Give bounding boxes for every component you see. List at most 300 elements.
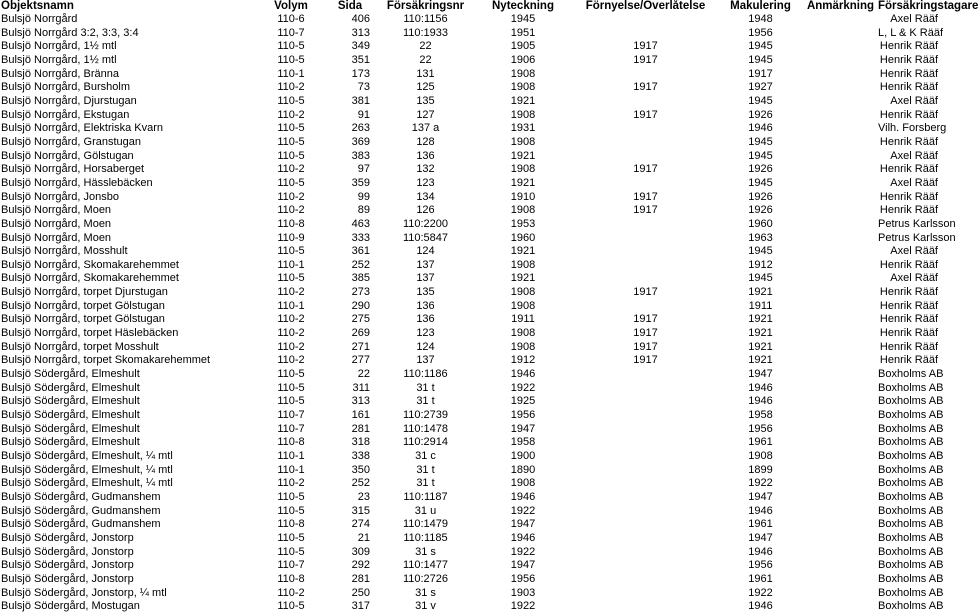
cell-objektsnamn: Bulsjö Norrgård, Gölstugan bbox=[1, 149, 134, 162]
cell-fornyelse-overlatelse bbox=[573, 272, 718, 286]
cell-anmarkning bbox=[803, 532, 878, 546]
table-row bbox=[0, 150, 960, 164]
cell-forsakringstagare: Boxholms AB bbox=[878, 490, 944, 503]
cell-forsakringsnr: 110:5847 bbox=[402, 231, 449, 244]
cell-fornyelse-overlatelse bbox=[573, 587, 718, 601]
cell-volym: 110-8 bbox=[277, 572, 305, 585]
cell-fornyelse-overlatelse bbox=[573, 546, 718, 560]
table-row bbox=[0, 259, 960, 273]
cell-makulering: 1926 bbox=[748, 190, 773, 203]
cell-forsakringsnr: 110:1156 bbox=[403, 13, 448, 25]
cell-fornyelse-overlatelse bbox=[573, 27, 718, 41]
cell-anmarkning bbox=[803, 204, 878, 218]
table-row bbox=[0, 109, 960, 123]
cell-forsakringstagare: Axel Rääf bbox=[890, 13, 938, 25]
cell-objektsnamn: Bulsjö Södergård, Elmeshult bbox=[1, 436, 140, 449]
cell-forsakringsnr: 31 u bbox=[414, 504, 437, 517]
cell-volym: 110-9 bbox=[277, 231, 305, 244]
cell-forsakringstagare: Boxholms AB bbox=[878, 504, 944, 517]
cell-forsakringstagare: Henrik Rääf bbox=[879, 204, 938, 217]
cell-nyteckning: 1911 bbox=[511, 313, 535, 326]
table-row bbox=[0, 245, 960, 259]
cell-forsakringsnr: 31 t bbox=[416, 395, 435, 408]
cell-sida: 313 bbox=[351, 26, 370, 39]
cell-volym: 110-5 bbox=[277, 94, 305, 107]
cell-anmarkning bbox=[803, 341, 878, 355]
cell-forsakringsnr: 31 t bbox=[416, 381, 435, 394]
cell-anmarkning bbox=[803, 327, 878, 341]
cell-anmarkning bbox=[803, 286, 878, 300]
cell-forsakringsnr: 110:2739 bbox=[402, 409, 449, 422]
cell-anmarkning bbox=[803, 27, 878, 41]
cell-objektsnamn: Bulsjö Norrgård, Skomakarehemmet bbox=[1, 272, 179, 285]
cell-fornyelse-overlatelse bbox=[573, 464, 718, 478]
cell-anmarkning bbox=[803, 13, 878, 27]
cell-anmarkning bbox=[803, 232, 878, 246]
cell-anmarkning bbox=[803, 409, 878, 423]
cell-nyteckning: 1922 bbox=[510, 504, 536, 517]
cell-nyteckning: 1922 bbox=[510, 545, 536, 558]
cell-fornyelse-overlatelse: 1917 bbox=[633, 163, 658, 176]
cell-nyteckning: 1908 bbox=[510, 108, 536, 121]
cell-objektsnamn: Bulsjö Norrgård, torpet Gölstugan bbox=[1, 299, 165, 312]
cell-anmarkning bbox=[803, 218, 878, 232]
cell-nyteckning: 1908 bbox=[510, 163, 536, 176]
cell-objektsnamn: Bulsjö Södergård, Elmeshult, ¼ mtl bbox=[1, 477, 173, 490]
cell-forsakringstagare: Henrik Rääf bbox=[879, 67, 938, 80]
table-row bbox=[0, 122, 960, 136]
cell-volym: 110-5 bbox=[277, 600, 305, 613]
cell-sida: 281 bbox=[351, 422, 370, 435]
cell-nyteckning: 1912 bbox=[510, 354, 536, 367]
cell-fornyelse-overlatelse bbox=[573, 68, 718, 82]
cell-anmarkning bbox=[803, 559, 878, 573]
cell-objektsnamn: Bulsjö Norrgård, torpet Djurstugan bbox=[1, 286, 168, 299]
cell-forsakringstagare: Boxholms AB bbox=[878, 600, 944, 613]
cell-forsakringsnr: 110:1477 bbox=[402, 559, 449, 572]
cell-makulering: 1961 bbox=[748, 436, 773, 449]
table-row bbox=[0, 409, 960, 423]
cell-forsakringsnr: 110:2726 bbox=[402, 572, 449, 585]
cell-forsakringstagare: Henrik Rääf bbox=[879, 135, 938, 148]
cell-anmarkning bbox=[803, 395, 878, 409]
cell-fornyelse-overlatelse bbox=[573, 13, 718, 27]
cell-forsakringsnr: 131 bbox=[416, 67, 435, 80]
cell-forsakringstagare: Boxholms AB bbox=[878, 422, 944, 435]
cell-objektsnamn: Bulsjö Södergård, Elmeshult bbox=[1, 409, 140, 422]
cell-fornyelse-overlatelse bbox=[573, 259, 718, 273]
header-row bbox=[0, 0, 960, 13]
table-row bbox=[0, 327, 960, 341]
cell-objektsnamn: Bulsjö Södergård, Jonstorp bbox=[1, 531, 134, 544]
cell-nyteckning: 1921 bbox=[510, 245, 536, 258]
cell-sida: 318 bbox=[351, 436, 370, 449]
cell-forsakringsnr: 136 bbox=[416, 313, 435, 326]
cell-forsakringsnr: 110:1187 bbox=[403, 490, 448, 503]
cell-anmarkning bbox=[803, 245, 878, 259]
cell-objektsnamn: Bulsjö Norrgård, Granstugan bbox=[1, 135, 142, 148]
cell-sida: 290 bbox=[351, 299, 370, 312]
cell-forsakringsnr: 137 bbox=[416, 272, 435, 285]
cell-sida: 359 bbox=[351, 176, 370, 189]
cell-fornyelse-overlatelse: 1917 bbox=[633, 53, 658, 66]
cell-makulering: 1926 bbox=[748, 204, 773, 217]
cell-fornyelse-overlatelse bbox=[573, 505, 718, 519]
table-row bbox=[0, 532, 960, 546]
cell-fornyelse-overlatelse bbox=[573, 518, 718, 532]
cell-sida: 350 bbox=[351, 463, 370, 476]
cell-volym: 110-1 bbox=[277, 299, 305, 312]
cell-forsakringstagare: Boxholms AB bbox=[878, 531, 944, 544]
cell-fornyelse-overlatelse bbox=[573, 573, 718, 587]
cell-sida: 97 bbox=[357, 163, 370, 176]
cell-volym: 110-5 bbox=[277, 504, 305, 517]
cell-makulering: 1946 bbox=[748, 381, 773, 394]
cell-fornyelse-overlatelse bbox=[573, 150, 718, 164]
table-row bbox=[0, 13, 960, 27]
cell-nyteckning: 1946 bbox=[510, 531, 536, 544]
cell-fornyelse-overlatelse bbox=[573, 382, 718, 396]
cell-nyteckning: 1958 bbox=[510, 436, 536, 449]
cell-objektsnamn: Bulsjö Norrgård, torpet Gölstugan bbox=[1, 313, 165, 326]
cell-objektsnamn: Bulsjö Södergård, Elmeshult, ¼ mtl bbox=[1, 450, 173, 462]
cell-sida: 381 bbox=[351, 94, 370, 107]
cell-forsakringsnr: 135 bbox=[416, 286, 435, 299]
cell-nyteckning: 1903 bbox=[510, 586, 536, 599]
column-header-objektsnamn: Objektsnamn bbox=[1, 0, 74, 12]
cell-nyteckning: 1908 bbox=[510, 299, 536, 312]
cell-forsakringsnr: 135 bbox=[416, 94, 435, 107]
cell-volym: 110-1 bbox=[277, 450, 305, 462]
cell-nyteckning: 1908 bbox=[510, 135, 536, 148]
cell-volym: 110-2 bbox=[277, 190, 305, 203]
cell-forsakringstagare: Axel Rääf bbox=[890, 149, 938, 162]
cell-forsakringstagare: Henrik Rääf bbox=[879, 354, 938, 367]
cell-anmarkning bbox=[803, 491, 878, 505]
cell-forsakringsnr: 110:1185 bbox=[403, 531, 448, 544]
cell-volym: 110-5 bbox=[277, 40, 305, 53]
cell-objektsnamn: Bulsjö Södergård, Elmeshult bbox=[1, 395, 140, 408]
cell-sida: 161 bbox=[351, 409, 370, 422]
cell-sida: 73 bbox=[357, 81, 370, 94]
cell-anmarkning bbox=[803, 95, 878, 109]
cell-makulering: 1947 bbox=[748, 531, 773, 544]
table-row bbox=[0, 518, 960, 532]
column-header-forsakringsnr: Försäkringsnr bbox=[386, 0, 465, 12]
cell-makulering: 1945 bbox=[748, 40, 773, 53]
cell-volym: 110-7 bbox=[277, 422, 305, 435]
cell-volym: 110-5 bbox=[277, 531, 305, 544]
cell-volym: 110-5 bbox=[277, 135, 305, 148]
cell-volym: 110-2 bbox=[277, 108, 305, 121]
cell-volym: 110-2 bbox=[277, 313, 305, 326]
cell-forsakringstagare: Henrik Rääf bbox=[879, 108, 938, 121]
table-header bbox=[0, 0, 978, 13]
cell-forsakringstagare: Henrik Rääf bbox=[879, 327, 938, 340]
cell-anmarkning bbox=[803, 450, 878, 464]
cell-forsakringstagare: Henrik Rääf bbox=[879, 340, 938, 353]
cell-volym: 110-1 bbox=[277, 463, 305, 476]
table-row bbox=[0, 450, 960, 464]
cell-nyteckning: 1908 bbox=[510, 81, 536, 94]
cell-objektsnamn: Bulsjö Södergård, Elmeshult, ¼ mtl bbox=[1, 463, 173, 476]
cell-forsakringsnr: 110:1479 bbox=[402, 518, 449, 531]
cell-nyteckning: 1908 bbox=[510, 477, 536, 490]
table-row bbox=[0, 81, 960, 95]
table-body bbox=[0, 13, 960, 614]
cell-objektsnamn: Bulsjö Norrgård, 1½ mtl bbox=[1, 53, 117, 66]
cell-makulering: 1963 bbox=[748, 231, 773, 244]
cell-makulering: 1947 bbox=[748, 490, 773, 503]
cell-nyteckning: 1931 bbox=[510, 122, 536, 135]
cell-anmarkning bbox=[803, 382, 878, 396]
cell-makulering: 1956 bbox=[748, 559, 773, 572]
cell-sida: 252 bbox=[351, 258, 370, 271]
table-row bbox=[0, 354, 960, 368]
cell-nyteckning: 1921 bbox=[510, 176, 536, 189]
cell-makulering: 1921 bbox=[748, 286, 773, 299]
cell-forsakringstagare: Axel Rääf bbox=[890, 94, 938, 107]
cell-anmarkning bbox=[803, 272, 878, 286]
cell-nyteckning: 1905 bbox=[510, 40, 536, 53]
cell-forsakringstagare: Boxholms AB bbox=[878, 368, 944, 381]
cell-anmarkning bbox=[803, 587, 878, 601]
cell-forsakringstagare: Boxholms AB bbox=[878, 395, 944, 408]
cell-makulering: 1961 bbox=[748, 518, 773, 531]
cell-volym: 110-5 bbox=[277, 53, 305, 66]
cell-anmarkning bbox=[803, 354, 878, 368]
cell-forsakringsnr: 31 t bbox=[416, 463, 435, 476]
cell-forsakringstagare: Henrik Rääf bbox=[879, 286, 938, 299]
cell-forsakringstagare: Boxholms AB bbox=[878, 586, 944, 599]
cell-forsakringsnr: 22 bbox=[419, 53, 432, 66]
cell-forsakringstagare: Axel Rääf bbox=[890, 176, 938, 189]
table-row bbox=[0, 559, 960, 573]
table-row bbox=[0, 573, 960, 587]
cell-forsakringstagare: Boxholms AB bbox=[878, 436, 944, 449]
cell-forsakringsnr: 136 bbox=[416, 149, 435, 162]
cell-anmarkning bbox=[803, 150, 878, 164]
column-header-sida: Sida bbox=[337, 0, 363, 12]
cell-fornyelse-overlatelse bbox=[573, 218, 718, 232]
cell-forsakringstagare: L, L & K Rääf bbox=[878, 26, 944, 39]
cell-sida: 383 bbox=[351, 149, 370, 162]
cell-objektsnamn: Bulsjö Norrgård, Jonsbo bbox=[1, 190, 120, 203]
cell-anmarkning bbox=[803, 191, 878, 205]
cell-sida: 89 bbox=[357, 204, 370, 217]
cell-objektsnamn: Bulsjö Södergård, Elmeshult bbox=[1, 381, 140, 394]
cell-volym: 110-5 bbox=[277, 395, 305, 408]
cell-volym: 110-7 bbox=[277, 409, 305, 422]
cell-anmarkning bbox=[803, 518, 878, 532]
cell-forsakringstagare: Henrik Rääf bbox=[879, 53, 938, 66]
cell-nyteckning: 1922 bbox=[510, 600, 536, 613]
cell-sida: 338 bbox=[351, 450, 370, 462]
cell-forsakringstagare: Henrik Rääf bbox=[879, 81, 938, 94]
cell-anmarkning bbox=[803, 423, 878, 437]
cell-makulering: 1945 bbox=[748, 135, 773, 148]
cell-makulering: 1926 bbox=[748, 108, 773, 121]
cell-makulering: 1945 bbox=[748, 272, 773, 285]
cell-forsakringsnr: 110:2200 bbox=[402, 217, 449, 230]
cell-fornyelse-overlatelse: 1917 bbox=[633, 40, 658, 53]
cell-sida: 263 bbox=[351, 122, 370, 135]
cell-sida: 23 bbox=[357, 490, 370, 503]
cell-volym: 110-5 bbox=[277, 381, 305, 394]
table-row bbox=[0, 341, 960, 355]
cell-anmarkning bbox=[803, 546, 878, 560]
table-row bbox=[0, 54, 960, 68]
cell-fornyelse-overlatelse bbox=[573, 245, 718, 259]
cell-makulering: 1912 bbox=[748, 258, 773, 271]
table-row bbox=[0, 546, 960, 560]
cell-fornyelse-overlatelse: 1917 bbox=[633, 354, 658, 367]
cell-forsakringstagare: Henrik Rääf bbox=[879, 258, 938, 271]
cell-volym: 110-2 bbox=[277, 286, 305, 299]
cell-forsakringstagare: Axel Rääf bbox=[890, 245, 938, 258]
cell-makulering: 1899 bbox=[748, 463, 773, 476]
cell-volym: 110-5 bbox=[277, 122, 305, 135]
cell-objektsnamn: Bulsjö Norrgård, Skomakarehemmet bbox=[1, 258, 179, 271]
cell-objektsnamn: Bulsjö Norrgård, torpet Skomakarehemmet bbox=[1, 354, 211, 367]
cell-forsakringsnr: 31 t bbox=[416, 477, 435, 490]
cell-anmarkning bbox=[803, 573, 878, 587]
cell-nyteckning: 1908 bbox=[510, 204, 536, 217]
table-row bbox=[0, 232, 960, 246]
cell-objektsnamn: Bulsjö Södergård, Jonstorp bbox=[1, 559, 134, 572]
cell-objektsnamn: Bulsjö Södergård, Elmeshult bbox=[1, 368, 140, 381]
cell-objektsnamn: Bulsjö Norrgård, Bränna bbox=[1, 67, 120, 80]
cell-forsakringstagare: Henrik Rääf bbox=[879, 299, 938, 312]
cell-forsakringstagare: Henrik Rääf bbox=[879, 163, 938, 176]
cell-makulering: 1911 bbox=[748, 299, 773, 312]
cell-forsakringstagare: Boxholms AB bbox=[878, 545, 944, 558]
cell-sida: 273 bbox=[351, 286, 370, 299]
cell-makulering: 1960 bbox=[748, 217, 773, 230]
cell-nyteckning: 1906 bbox=[510, 53, 536, 66]
cell-makulering: 1956 bbox=[748, 422, 773, 435]
cell-volym: 110-2 bbox=[277, 340, 305, 353]
cell-sida: 351 bbox=[351, 53, 370, 66]
cell-forsakringstagare: Boxholms AB bbox=[878, 381, 944, 394]
cell-forsakringsnr: 110:2914 bbox=[402, 436, 449, 449]
cell-makulering: 1946 bbox=[748, 600, 773, 613]
cell-anmarkning bbox=[803, 368, 878, 382]
cell-fornyelse-overlatelse bbox=[573, 559, 718, 573]
cell-sida: 463 bbox=[351, 217, 370, 230]
cell-fornyelse-overlatelse: 1917 bbox=[633, 340, 658, 353]
cell-sida: 281 bbox=[351, 572, 370, 585]
cell-anmarkning bbox=[803, 68, 878, 82]
table-row bbox=[0, 368, 960, 382]
cell-objektsnamn: Bulsjö Norrgård, 1½ mtl bbox=[1, 40, 117, 53]
cell-fornyelse-overlatelse: 1917 bbox=[633, 108, 658, 121]
cell-fornyelse-overlatelse bbox=[573, 95, 718, 109]
cell-makulering: 1927 bbox=[748, 81, 773, 94]
table-row bbox=[0, 600, 960, 614]
cell-nyteckning: 1921 bbox=[510, 272, 536, 285]
cell-volym: 110-2 bbox=[277, 204, 305, 217]
cell-forsakringsnr: 137 bbox=[416, 258, 435, 271]
cell-anmarkning bbox=[803, 259, 878, 273]
cell-fornyelse-overlatelse bbox=[573, 122, 718, 136]
cell-forsakringstagare: Henrik Rääf bbox=[879, 313, 938, 326]
cell-forsakringstagare: Vilh. Forsberg bbox=[878, 122, 947, 135]
cell-objektsnamn: Bulsjö Södergård, Mostugan bbox=[1, 600, 140, 613]
cell-volym: 110-5 bbox=[277, 176, 305, 189]
cell-nyteckning: 1925 bbox=[510, 395, 536, 408]
cell-volym: 110-5 bbox=[277, 368, 305, 381]
cell-sida: 250 bbox=[351, 586, 370, 599]
cell-fornyelse-overlatelse bbox=[573, 436, 718, 450]
cell-makulering: 1908 bbox=[748, 450, 773, 462]
column-header-makulering: Makulering bbox=[730, 0, 791, 12]
cell-fornyelse-overlatelse: 1917 bbox=[633, 327, 658, 340]
cell-sida: 271 bbox=[351, 340, 370, 353]
cell-volym: 110-8 bbox=[277, 217, 305, 230]
cell-makulering: 1917 bbox=[748, 67, 773, 80]
cell-sida: 385 bbox=[351, 272, 370, 285]
cell-sida: 99 bbox=[357, 190, 370, 203]
cell-volym: 110-6 bbox=[277, 13, 305, 25]
cell-makulering: 1945 bbox=[748, 245, 773, 258]
cell-forsakringstagare: Boxholms AB bbox=[878, 463, 944, 476]
cell-sida: 274 bbox=[351, 518, 370, 531]
cell-forsakringsnr: 31 s bbox=[415, 586, 436, 599]
cell-forsakringsnr: 134 bbox=[416, 190, 435, 203]
cell-sida: 21 bbox=[357, 531, 370, 544]
table-row bbox=[0, 27, 960, 41]
cell-objektsnamn: Bulsjö Norrgård, Moen bbox=[1, 231, 112, 244]
table-row bbox=[0, 286, 960, 300]
cell-makulering: 1945 bbox=[748, 53, 773, 66]
cell-objektsnamn: Bulsjö Norrgård 3:2, 3:3, 3:4 bbox=[1, 26, 139, 39]
cell-fornyelse-overlatelse: 1917 bbox=[633, 286, 658, 299]
cell-fornyelse-overlatelse bbox=[573, 300, 718, 314]
cell-sida: 315 bbox=[351, 504, 370, 517]
cell-fornyelse-overlatelse bbox=[573, 600, 718, 614]
cell-anmarkning bbox=[803, 177, 878, 191]
column-header-nyteckning: Nyteckning bbox=[492, 0, 554, 12]
cell-nyteckning: 1947 bbox=[510, 422, 536, 435]
cell-fornyelse-overlatelse: 1917 bbox=[633, 81, 658, 94]
cell-fornyelse-overlatelse bbox=[573, 477, 718, 491]
cell-anmarkning bbox=[803, 300, 878, 314]
cell-forsakringsnr: 110:1186 bbox=[403, 368, 448, 381]
cell-volym: 110-5 bbox=[277, 272, 305, 285]
cell-nyteckning: 1908 bbox=[510, 258, 536, 271]
cell-objektsnamn: Bulsjö Norrgård, Bursholm bbox=[1, 81, 130, 94]
cell-volym: 110-5 bbox=[277, 245, 305, 258]
cell-volym: 110-2 bbox=[277, 163, 305, 176]
cell-fornyelse-overlatelse bbox=[573, 491, 718, 505]
cell-nyteckning: 1953 bbox=[510, 217, 536, 230]
cell-objektsnamn: Bulsjö Södergård, Gudmanshem bbox=[1, 518, 161, 531]
cell-anmarkning bbox=[803, 81, 878, 95]
cell-objektsnamn: Bulsjö Södergård, Jonstorp, ¼ mtl bbox=[1, 586, 167, 599]
cell-forsakringsnr: 31 v bbox=[415, 600, 436, 613]
cell-makulering: 1922 bbox=[748, 477, 773, 490]
cell-objektsnamn: Bulsjö Södergård, Gudmanshem bbox=[1, 504, 161, 517]
cell-forsakringstagare: Boxholms AB bbox=[878, 409, 944, 422]
table-row bbox=[0, 272, 960, 286]
cell-volym: 110-2 bbox=[277, 81, 305, 94]
cell-makulering: 1946 bbox=[748, 122, 773, 135]
table-row bbox=[0, 136, 960, 150]
cell-anmarkning bbox=[803, 600, 878, 614]
table-row bbox=[0, 436, 960, 450]
cell-forsakringstagare: Boxholms AB bbox=[878, 559, 944, 572]
